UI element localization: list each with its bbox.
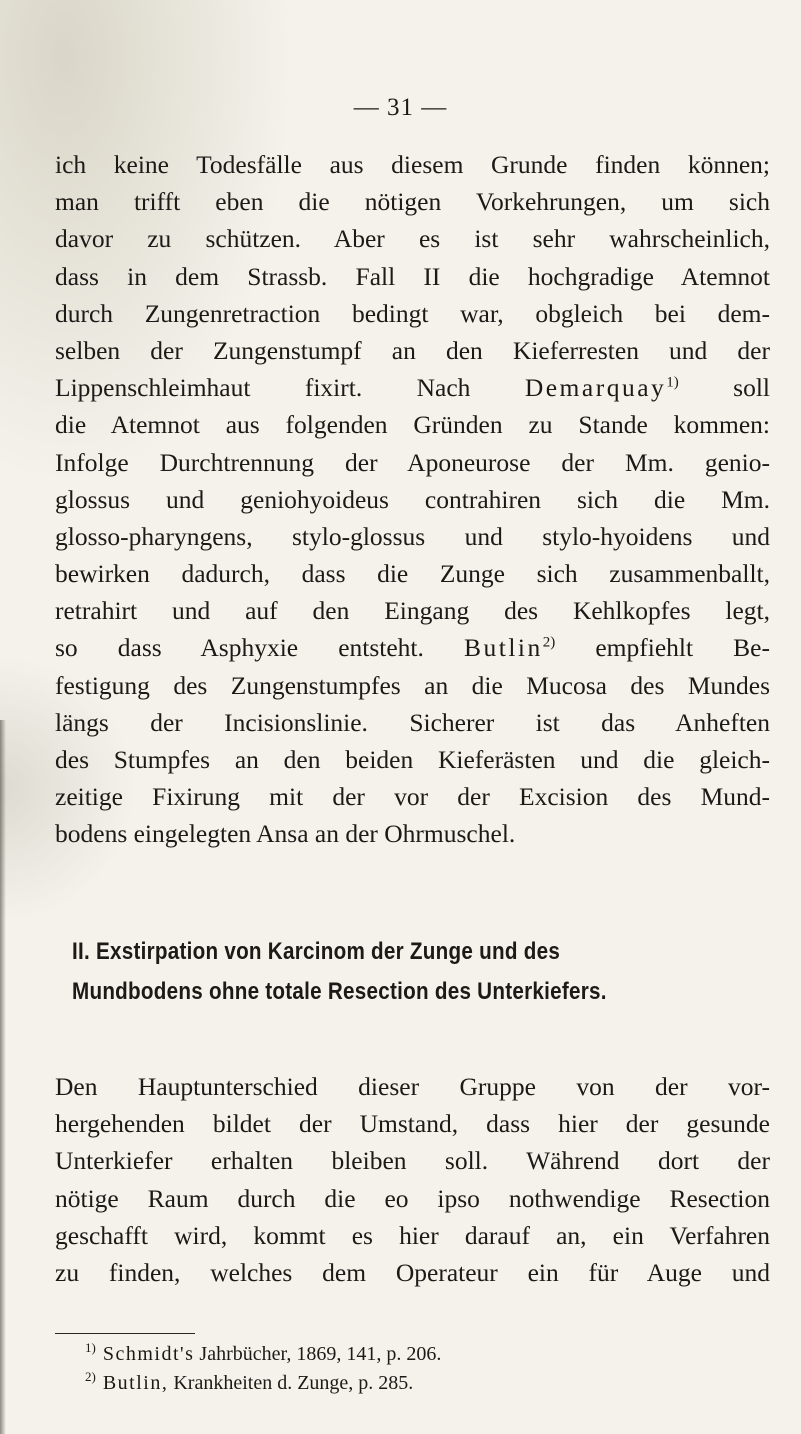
text-line: bodens eingelegten Ansa an der Ohrmuschel. xyxy=(55,819,516,849)
footnote-author: Butlin, xyxy=(102,1372,169,1394)
footnote xyxy=(85,1369,745,1398)
author-name: Butlin xyxy=(464,633,543,663)
text-line: geschafft wird, kommt es hier darauf an, ein Verfahren xyxy=(55,1220,770,1250)
text-fragment: so dass Asphyxie entsteht. xyxy=(55,633,424,663)
page-number: — 31 — xyxy=(353,94,448,121)
page-edge-shadow xyxy=(0,720,6,1434)
heading-line: II. Exstirpation von Karcinom der Zunge und des xyxy=(72,938,561,965)
footnote-author: Schmidt's xyxy=(102,1343,195,1365)
paragraph-2 xyxy=(55,1068,770,1291)
text-line: bewirken dadurch, dass die Zunge sich zusammenballt, xyxy=(55,559,770,589)
heading-line: Mundbodens ohne totale Resection des Unterkiefers. xyxy=(72,978,607,1005)
footnote-marker: 2) xyxy=(542,634,556,651)
footnote-text: Jahrbücher, 1869, 141, p. 206. xyxy=(199,1343,442,1365)
author-name: Demarquay xyxy=(524,373,667,403)
text-line: selben der Zungenstumpf an den Kieferresten und der xyxy=(55,335,770,365)
text-line: Infolge Durchtrennung der Aponeurose der Mm. genio- xyxy=(55,447,770,477)
footnote-marker: 1) xyxy=(666,374,679,391)
text-fragment: soll xyxy=(733,373,771,403)
text-line: Den Hauptunterschied dieser Gruppe von der vor- xyxy=(55,1072,770,1101)
text-line: durch Zungenretraction bedingt war, obgleich bei dem- xyxy=(55,298,770,328)
text-line: zeitige Fixirung mit der vor der Excision des Mund- xyxy=(55,782,770,812)
text-line-with-reference xyxy=(55,369,770,406)
text-fragment: empfiehlt Be- xyxy=(595,633,770,663)
footnote xyxy=(85,1340,745,1369)
footnote-divider xyxy=(55,1333,195,1334)
text-line: glosso-pharyngens, stylo-glossus und stylo-hyoidens und xyxy=(55,521,770,551)
text-line: dass in dem Strassb. Fall II die hochgradige Atemnot xyxy=(55,261,770,291)
footnote-number: 1) xyxy=(85,1340,96,1356)
text-line: ich keine Todesfälle aus diesem Grunde finden können; xyxy=(55,150,770,179)
footnote-number: 2) xyxy=(85,1369,96,1385)
text-line: Unterkiefer erhalten bleiben soll. Während dort der xyxy=(55,1146,770,1176)
text-line: davor zu schützen. Aber es ist sehr wahrscheinlich, xyxy=(55,224,770,254)
paragraph-1 xyxy=(55,146,770,853)
text-line: retrahirt und auf den Eingang des Kehlkopfes legt, xyxy=(55,596,770,626)
text-line: man trifft eben die nötigen Vorkehrungen, um sich xyxy=(55,187,770,217)
text-line: die Atemnot aus folgenden Gründen zu Stande kommen: xyxy=(55,410,770,440)
text-line: hergehenden bildet der Umstand, dass hier der gesunde xyxy=(55,1109,770,1139)
text-line: des Stumpfes an den beiden Kieferästen und die gleich- xyxy=(55,745,770,774)
text-line: festigung des Zungenstumpfes an die Mucosa des Mundes xyxy=(55,670,770,700)
text-fragment: Lippenschleimhaut fixirt. Nach xyxy=(55,373,471,403)
section-heading xyxy=(72,932,657,1012)
footnotes xyxy=(85,1340,745,1398)
text-line-with-reference xyxy=(55,629,770,666)
text-line: nötige Raum durch die eo ipso nothwendige Resection xyxy=(55,1183,770,1213)
text-line: längs der Incisionslinie. Sicherer ist das Anheften xyxy=(55,707,770,737)
text-line: zu finden, welches dem Operateur ein für Auge und xyxy=(55,1257,770,1287)
text-line: glossus und geniohyoideus contrahiren sich die Mm. xyxy=(55,484,770,514)
footnote-text: Krankheiten d. Zunge, p. 285. xyxy=(173,1372,414,1394)
